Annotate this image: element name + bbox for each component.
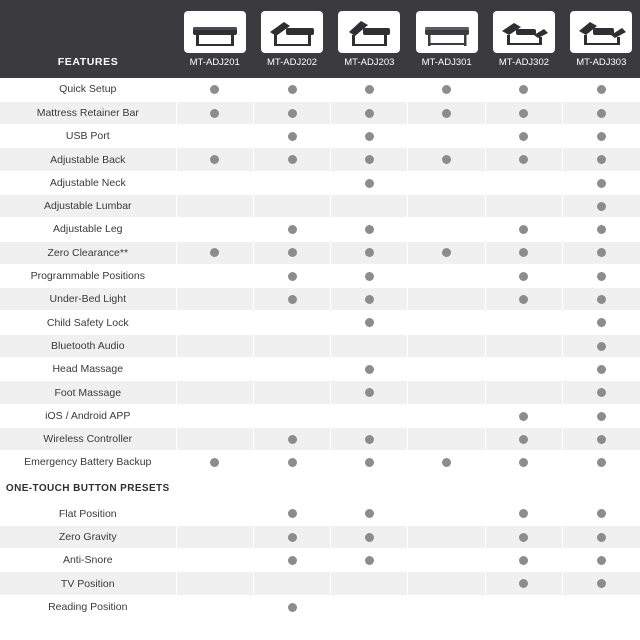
feature-availability-cell xyxy=(485,451,562,474)
table-row xyxy=(0,502,640,525)
dot-icon xyxy=(519,225,528,234)
feature-availability-cell xyxy=(408,148,485,171)
dot-icon xyxy=(210,155,219,164)
dot-icon xyxy=(288,509,297,518)
feature-availability-cell xyxy=(563,78,640,101)
dot-icon xyxy=(519,85,528,94)
feature-availability-cell xyxy=(331,148,408,171)
feature-availability-cell xyxy=(253,451,330,474)
feature-availability-cell xyxy=(563,264,640,287)
feature-availability-cell xyxy=(408,264,485,287)
feature-availability-cell xyxy=(408,101,485,124)
dot-icon xyxy=(597,225,606,234)
feature-availability-cell xyxy=(331,427,408,450)
bed-head-raised-icon xyxy=(338,11,400,53)
table-row xyxy=(0,101,640,124)
table-row xyxy=(0,549,640,572)
dot-icon xyxy=(519,458,528,467)
dot-icon xyxy=(365,85,374,94)
dot-icon xyxy=(210,458,219,467)
dot-icon xyxy=(365,155,374,164)
dot-icon xyxy=(365,272,374,281)
dot-icon xyxy=(597,248,606,257)
feature-availability-cell xyxy=(331,549,408,572)
table-row xyxy=(0,572,640,595)
dot-icon xyxy=(365,435,374,444)
feature-availability-cell xyxy=(331,595,408,618)
table-row xyxy=(0,311,640,334)
feature-label: Adjustable Lumbar xyxy=(0,194,176,217)
feature-availability-cell xyxy=(563,334,640,357)
feature-availability-cell xyxy=(563,549,640,572)
feature-availability-cell xyxy=(253,549,330,572)
dot-icon xyxy=(519,272,528,281)
dot-icon xyxy=(597,458,606,467)
feature-availability-cell xyxy=(331,264,408,287)
dot-icon xyxy=(365,388,374,397)
dot-icon xyxy=(519,509,528,518)
feature-availability-cell xyxy=(485,595,562,618)
feature-label: Adjustable Neck xyxy=(0,171,176,194)
feature-availability-cell xyxy=(176,101,253,124)
dot-icon xyxy=(442,248,451,257)
feature-availability-cell xyxy=(408,595,485,618)
section-title: ONE-TOUCH BUTTON PRESETS xyxy=(0,474,176,502)
feature-label: Foot Massage xyxy=(0,381,176,404)
feature-availability-cell xyxy=(563,101,640,124)
dot-icon xyxy=(365,295,374,304)
dot-icon xyxy=(597,109,606,118)
section-spacer-cell xyxy=(331,474,408,502)
feature-availability-cell xyxy=(253,171,330,194)
feature-availability-cell xyxy=(253,572,330,595)
feature-availability-cell xyxy=(408,194,485,217)
feature-availability-cell xyxy=(563,311,640,334)
feature-availability-cell xyxy=(176,525,253,548)
feature-availability-cell xyxy=(563,125,640,148)
dot-icon xyxy=(288,435,297,444)
product-column-header-5 xyxy=(485,0,562,78)
dot-icon xyxy=(597,202,606,211)
dot-icon xyxy=(519,435,528,444)
feature-label: TV Position xyxy=(0,572,176,595)
dot-icon xyxy=(519,295,528,304)
feature-availability-cell xyxy=(408,549,485,572)
dot-icon xyxy=(210,248,219,257)
feature-availability-cell xyxy=(563,525,640,548)
dot-icon xyxy=(365,533,374,542)
dot-icon xyxy=(288,248,297,257)
dot-icon xyxy=(288,155,297,164)
feature-availability-cell xyxy=(176,427,253,450)
feature-availability-cell xyxy=(331,171,408,194)
feature-availability-cell xyxy=(253,502,330,525)
feature-availability-cell xyxy=(485,502,562,525)
feature-availability-cell xyxy=(408,525,485,548)
table-row xyxy=(0,334,640,357)
feature-availability-cell xyxy=(408,311,485,334)
section-spacer-cell xyxy=(485,474,562,502)
product-column-header-2 xyxy=(253,0,330,78)
dot-icon xyxy=(597,155,606,164)
feature-availability-cell xyxy=(176,381,253,404)
feature-availability-cell xyxy=(485,358,562,381)
table-body xyxy=(0,78,640,619)
dot-icon xyxy=(519,132,528,141)
feature-label: Flat Position xyxy=(0,502,176,525)
feature-availability-cell xyxy=(253,241,330,264)
feature-availability-cell xyxy=(331,334,408,357)
feature-availability-cell xyxy=(563,194,640,217)
section-spacer-cell xyxy=(253,474,330,502)
feature-availability-cell xyxy=(563,595,640,618)
feature-availability-cell xyxy=(176,288,253,311)
table-row xyxy=(0,358,640,381)
feature-availability-cell xyxy=(253,101,330,124)
table-header xyxy=(0,0,640,78)
table-row xyxy=(0,171,640,194)
features-column-header: FEATURES xyxy=(0,0,176,78)
feature-label: iOS / Android APP xyxy=(0,404,176,427)
feature-availability-cell xyxy=(485,288,562,311)
feature-availability-cell xyxy=(253,194,330,217)
feature-availability-cell xyxy=(253,381,330,404)
section-spacer-cell xyxy=(408,474,485,502)
feature-availability-cell xyxy=(176,194,253,217)
feature-availability-cell xyxy=(331,358,408,381)
feature-availability-cell xyxy=(408,502,485,525)
feature-availability-cell xyxy=(176,572,253,595)
dot-icon xyxy=(597,412,606,421)
table-row xyxy=(0,78,640,101)
dot-icon xyxy=(519,412,528,421)
dot-icon xyxy=(597,556,606,565)
feature-availability-cell xyxy=(331,78,408,101)
feature-availability-cell xyxy=(485,171,562,194)
dot-icon xyxy=(442,85,451,94)
table-row xyxy=(0,595,640,618)
feature-availability-cell xyxy=(176,334,253,357)
feature-availability-cell xyxy=(408,404,485,427)
table-row xyxy=(0,194,640,217)
product-model-label: MT-ADJ202 xyxy=(266,56,318,68)
product-column-header-4 xyxy=(408,0,485,78)
feature-availability-cell xyxy=(176,125,253,148)
feature-label: Wireless Controller xyxy=(0,427,176,450)
feature-availability-cell xyxy=(408,78,485,101)
feature-availability-cell xyxy=(485,194,562,217)
dot-icon xyxy=(519,248,528,257)
feature-availability-cell xyxy=(408,451,485,474)
table-row xyxy=(0,381,640,404)
dot-icon xyxy=(365,109,374,118)
table-row xyxy=(0,125,640,148)
feature-availability-cell xyxy=(331,451,408,474)
feature-availability-cell xyxy=(331,572,408,595)
product-model-label: MT-ADJ201 xyxy=(189,56,240,68)
feature-availability-cell xyxy=(485,311,562,334)
feature-label: USB Port xyxy=(0,125,176,148)
feature-availability-cell xyxy=(485,101,562,124)
feature-availability-cell xyxy=(176,549,253,572)
bed-head-foot-raised-icon xyxy=(570,11,632,53)
feature-availability-cell xyxy=(331,311,408,334)
feature-availability-cell xyxy=(253,288,330,311)
feature-availability-cell xyxy=(563,381,640,404)
feature-availability-cell xyxy=(485,549,562,572)
product-column-header-1 xyxy=(176,0,253,78)
table-row xyxy=(0,241,640,264)
dot-icon xyxy=(597,388,606,397)
dot-icon xyxy=(210,109,219,118)
dot-icon xyxy=(442,458,451,467)
feature-availability-cell xyxy=(563,218,640,241)
product-model-label: MT-ADJ302 xyxy=(498,56,550,68)
section-spacer-cell xyxy=(563,474,640,502)
dot-icon xyxy=(597,579,606,588)
feature-availability-cell xyxy=(563,502,640,525)
dot-icon xyxy=(597,318,606,327)
feature-availability-cell xyxy=(485,404,562,427)
feature-availability-cell xyxy=(563,288,640,311)
feature-availability-cell xyxy=(408,427,485,450)
feature-availability-cell xyxy=(563,358,640,381)
feature-label: Mattress Retainer Bar xyxy=(0,101,176,124)
feature-availability-cell xyxy=(331,288,408,311)
feature-label: Reading Position xyxy=(0,595,176,618)
feature-availability-cell xyxy=(253,125,330,148)
feature-availability-cell xyxy=(408,288,485,311)
feature-label: Child Safety Lock xyxy=(0,311,176,334)
dot-icon xyxy=(288,132,297,141)
section-spacer-cell xyxy=(176,474,253,502)
product-column-header-6 xyxy=(563,0,640,78)
feature-availability-cell xyxy=(485,241,562,264)
dot-icon xyxy=(597,85,606,94)
dot-icon xyxy=(442,109,451,118)
dot-icon xyxy=(519,533,528,542)
bed-head-foot-raised-icon xyxy=(493,11,555,53)
feature-availability-cell xyxy=(176,218,253,241)
feature-label: Adjustable Back xyxy=(0,148,176,171)
feature-availability-cell xyxy=(408,241,485,264)
product-column-header-3 xyxy=(331,0,408,78)
dot-icon xyxy=(365,225,374,234)
feature-availability-cell xyxy=(176,358,253,381)
dot-icon xyxy=(597,533,606,542)
dot-icon xyxy=(288,458,297,467)
feature-label: Anti-Snore xyxy=(0,549,176,572)
dot-icon xyxy=(597,342,606,351)
feature-availability-cell xyxy=(563,572,640,595)
dot-icon xyxy=(519,109,528,118)
dot-icon xyxy=(365,509,374,518)
feature-availability-cell xyxy=(253,358,330,381)
dot-icon xyxy=(597,179,606,188)
feature-availability-cell xyxy=(331,381,408,404)
feature-label: Programmable Positions xyxy=(0,264,176,287)
dot-icon xyxy=(288,272,297,281)
feature-availability-cell xyxy=(253,148,330,171)
feature-availability-cell xyxy=(253,264,330,287)
dot-icon xyxy=(288,85,297,94)
feature-availability-cell xyxy=(176,78,253,101)
dot-icon xyxy=(519,579,528,588)
dot-icon xyxy=(288,109,297,118)
feature-availability-cell xyxy=(485,125,562,148)
feature-availability-cell xyxy=(563,427,640,450)
dot-icon xyxy=(210,85,219,94)
dot-icon xyxy=(597,365,606,374)
dot-icon xyxy=(365,248,374,257)
feature-availability-cell xyxy=(253,525,330,548)
dot-icon xyxy=(365,556,374,565)
feature-label: Zero Gravity xyxy=(0,525,176,548)
table-row xyxy=(0,264,640,287)
table-row xyxy=(0,404,640,427)
dot-icon xyxy=(597,435,606,444)
feature-availability-cell xyxy=(485,264,562,287)
feature-availability-cell xyxy=(176,502,253,525)
feature-availability-cell xyxy=(176,264,253,287)
feature-availability-cell xyxy=(253,404,330,427)
feature-availability-cell xyxy=(253,427,330,450)
dot-icon xyxy=(288,533,297,542)
section-heading-row xyxy=(0,474,640,502)
feature-label: Quick Setup xyxy=(0,78,176,101)
feature-availability-cell xyxy=(485,572,562,595)
dot-icon xyxy=(519,556,528,565)
feature-availability-cell xyxy=(176,404,253,427)
dot-icon xyxy=(365,458,374,467)
feature-label: Zero Clearance** xyxy=(0,241,176,264)
feature-availability-cell xyxy=(408,334,485,357)
dot-icon xyxy=(597,295,606,304)
feature-availability-cell xyxy=(176,241,253,264)
feature-availability-cell xyxy=(176,595,253,618)
dot-icon xyxy=(597,132,606,141)
feature-availability-cell xyxy=(253,78,330,101)
feature-availability-cell xyxy=(331,525,408,548)
feature-availability-cell xyxy=(485,148,562,171)
product-model-label: MT-ADJ303 xyxy=(576,56,627,68)
dot-icon xyxy=(365,365,374,374)
feature-label: Head Massage xyxy=(0,358,176,381)
feature-availability-cell xyxy=(253,311,330,334)
dot-icon xyxy=(365,318,374,327)
table-row xyxy=(0,148,640,171)
table-row xyxy=(0,288,640,311)
feature-availability-cell xyxy=(485,78,562,101)
feature-availability-cell xyxy=(485,381,562,404)
table-row xyxy=(0,451,640,474)
dot-icon xyxy=(288,603,297,612)
table-row xyxy=(0,525,640,548)
bed-flat-icon xyxy=(184,11,246,53)
feature-availability-cell xyxy=(563,171,640,194)
feature-availability-cell xyxy=(176,311,253,334)
dot-icon xyxy=(365,179,374,188)
feature-availability-cell xyxy=(331,502,408,525)
feature-availability-cell xyxy=(563,148,640,171)
product-model-label: MT-ADJ203 xyxy=(344,56,395,68)
feature-label: Under-Bed Light xyxy=(0,288,176,311)
table-row xyxy=(0,427,640,450)
bed-head-raised-icon xyxy=(261,11,323,53)
feature-availability-cell xyxy=(331,194,408,217)
feature-availability-cell xyxy=(485,525,562,548)
feature-availability-cell xyxy=(408,125,485,148)
feature-availability-cell xyxy=(331,125,408,148)
feature-availability-cell xyxy=(331,101,408,124)
feature-availability-cell xyxy=(331,218,408,241)
feature-availability-cell xyxy=(253,334,330,357)
dot-icon xyxy=(597,509,606,518)
dot-icon xyxy=(288,225,297,234)
feature-availability-cell xyxy=(253,218,330,241)
product-model-label: MT-ADJ301 xyxy=(421,56,472,68)
feature-availability-cell xyxy=(485,218,562,241)
bed-flat-icon xyxy=(416,11,478,53)
feature-availability-cell xyxy=(176,171,253,194)
feature-availability-cell xyxy=(485,427,562,450)
feature-availability-cell xyxy=(408,358,485,381)
feature-availability-cell xyxy=(408,171,485,194)
feature-label: Adjustable Leg xyxy=(0,218,176,241)
feature-availability-cell xyxy=(563,241,640,264)
feature-availability-cell xyxy=(485,334,562,357)
dot-icon xyxy=(288,295,297,304)
feature-availability-cell xyxy=(563,451,640,474)
feature-availability-cell xyxy=(176,148,253,171)
feature-availability-cell xyxy=(408,572,485,595)
header-row xyxy=(0,0,640,78)
dot-icon xyxy=(597,272,606,281)
feature-availability-cell xyxy=(408,381,485,404)
feature-availability-cell xyxy=(563,404,640,427)
dot-icon xyxy=(442,155,451,164)
dot-icon xyxy=(365,132,374,141)
feature-label: Emergency Battery Backup xyxy=(0,451,176,474)
dot-icon xyxy=(519,155,528,164)
dot-icon xyxy=(288,556,297,565)
feature-label: Bluetooth Audio xyxy=(0,334,176,357)
feature-availability-cell xyxy=(408,218,485,241)
feature-availability-cell xyxy=(176,451,253,474)
table-row xyxy=(0,218,640,241)
feature-availability-cell xyxy=(253,595,330,618)
feature-availability-cell xyxy=(331,404,408,427)
feature-availability-cell xyxy=(331,241,408,264)
